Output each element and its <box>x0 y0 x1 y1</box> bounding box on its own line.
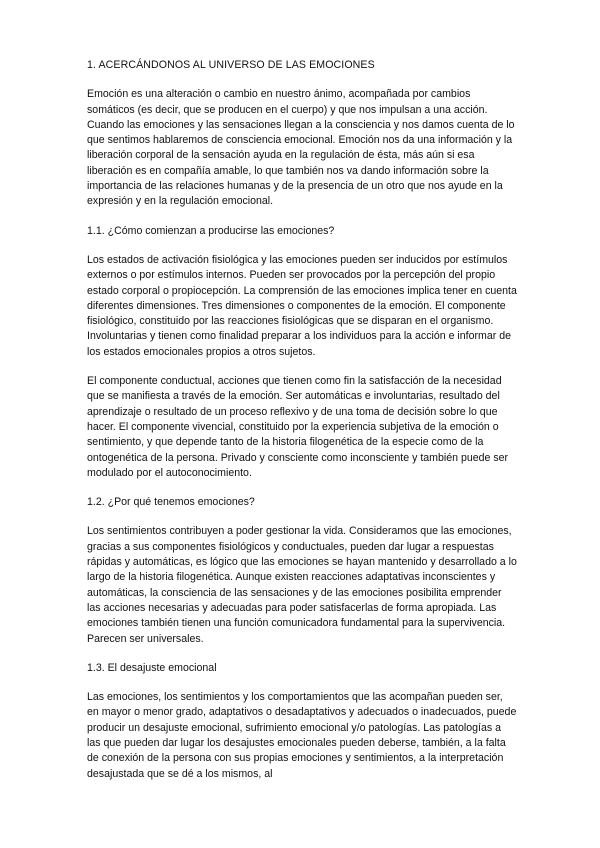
section-1-2-paragraph-1: Los sentimientos contribuyen a poder gestionar la vida. Consideramos que las emociones, gracias a sus componentes fisiológicos y conductuales, pueden dar lugar a respuestas rápidas y automáticas, es lógico que las emociones se hayan mantenido y desarrollado a lo largo de la historia filogenética. Aunque existen reacciones adaptativas inconscientes y automáticas, la consciencia de las sensaciones y de las emociones posibilita emprender las acciones necesarias y adecuadas para poder satisfacerlas de forma apropiada. Las emociones también tienen una función comunicadora fundamental para la supervivencia. Parecen ser universales. <box>87 525 517 645</box>
document-body <box>87 58 517 796</box>
section-1-1-paragraph-2: El componente conductual, acciones que tienen como fin la satisfacción de la necesidad que se manifiesta a través de la emoción. Ser automáticas e involuntarias, resultado del aprendizaje o resultado de un proceso reflexivo y de una toma de decisión sobre lo que hacer. El componente vivencial, constituido por la experiencia subjetiva de la emoción o sentimiento, y que depende tanto de la historia filogenética de la especie como de la ontogenética de la persona. Privado y consciente como inconsciente y también puede ser modulado por el autoconocimiento. <box>87 375 509 479</box>
section-heading-1-2: 1.2. ¿Por qué tenemos emociones? <box>87 496 255 509</box>
intro-paragraph: Emoción es una alteración o cambio en nuestro ánimo, acompañada por cambios somáticos (es decir, que se producen en el cuerpo) y que nos impulsan a una acción. Cuando las emociones y las sensaciones llegan a la consciencia y nos damos cuenta de lo que sentimos hablaremos de consciencia emocional. Emoción nos da una información y la liberación corporal de la sensación ayuda en la regulación de ésta, más aún si esa liberación es en compañía amable, lo que también nos va dando información sobre la importancia de las relaciones humanas y de la presencia de un otro que nos ayude en la expresión y en la regulación emocional. <box>87 88 515 208</box>
section-heading-1-1: 1.1. ¿Cómo comienzan a producirse las emociones? <box>87 224 335 237</box>
section-1-1-paragraph-1: Los estados de activación fisiológica y las emociones pueden ser inducidos por estímulos externos o por estímulos internos. Pueden ser provocados por la percepción del propio estado corporal o propiocepción. La comprensión de las emociones implica tener en cuenta diferentes dimensiones. Tres dimensiones o componentes de la emoción. El componente fisiológico, constituido por las reacciones fisiológicas que se disparan en el organismo. Involuntarias y tienen como finalidad preparar a los individuos para la acción e informar de los estados emocionales propios a otros sujetos. <box>87 253 517 358</box>
section-1-3-paragraph-1: Las emociones, los sentimientos y los comportamientos que las acompañan pueden ser, en mayor o menor grado, adaptativos o desadaptativos y adecuados o inadecuados, puede producir un desajuste emocional, sufrimiento emocional y/o patologías. Las patologías a las que pueden dar lugar los desajustes emocionales pueden deberse, también, a la falta de conexión de la persona con sus propias emociones y sentimientos, a la interpretación desajustada que se dé a los mismos, al <box>87 691 517 780</box>
document-title: 1. ACERCÁNDONOS AL UNIVERSO DE LAS EMOCIONES <box>87 59 375 71</box>
section-heading-1-3: 1.3. El desajuste emocional <box>87 661 217 674</box>
